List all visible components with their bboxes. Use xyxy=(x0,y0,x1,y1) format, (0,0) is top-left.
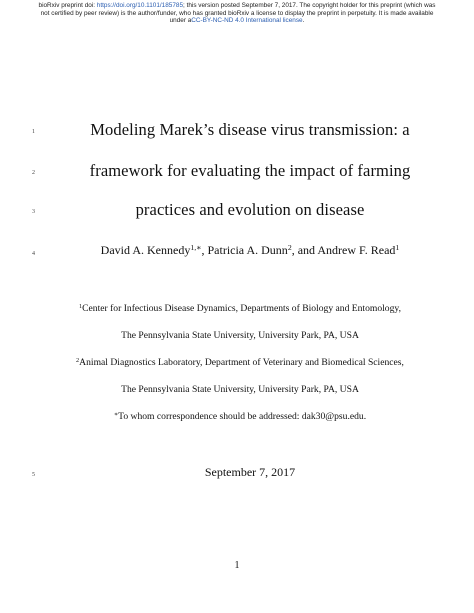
header-text: bioRxiv preprint doi: xyxy=(38,2,97,9)
affiliation-text: Animal Diagnostics Laboratory, Department of Veterinary and Biomedical Sciences, xyxy=(79,357,404,368)
line-number: 3 xyxy=(32,209,35,215)
affiliation-1-cont: The Pennsylvania State University, University Park, PA, USA xyxy=(121,330,359,341)
correspondence-text: To whom correspondence should be addressed: dak30@psu.edu. xyxy=(118,411,367,422)
affiliation-1 xyxy=(40,303,440,315)
affiliation-mark: 1 xyxy=(79,302,83,310)
line-number: 1 xyxy=(32,129,35,135)
page-number: 1 xyxy=(234,560,240,571)
author-affiliation-mark: 2 xyxy=(287,243,292,253)
affiliation-2 xyxy=(40,357,440,369)
header-line-2: not certified by peer review) is the author/funder, who has granted bioRxiv a license to display the preprint in perpetuity. It is made available xyxy=(40,9,434,17)
author-name: , Patricia A. Dunn xyxy=(201,243,288,257)
line-number: 5 xyxy=(32,472,35,478)
affiliation-text: Center for Infectious Disease Dynamics, Departments of Biology and Entomology, xyxy=(82,303,401,314)
author-name: David A. Kennedy xyxy=(100,243,191,257)
author-affiliation-mark: 1,∗ xyxy=(190,243,202,253)
title-line: practices and evolution on disease xyxy=(135,200,365,219)
preprint-header xyxy=(10,2,464,25)
author-list xyxy=(60,243,440,258)
correspondence-note xyxy=(40,411,440,423)
title-line: Modeling Marek’s disease virus transmission: a xyxy=(90,120,410,139)
license-link[interactable]: CC-BY-NC-ND 4.0 International license xyxy=(191,17,303,25)
affiliation-mark: 2 xyxy=(76,356,80,364)
affiliation-2-cont: The Pennsylvania State University, University Park, PA, USA xyxy=(121,384,359,395)
header-line-1 xyxy=(10,2,464,10)
header-text: . xyxy=(302,17,305,25)
correspondence-mark: ∗ xyxy=(113,410,119,418)
publication-date: September 7, 2017 xyxy=(204,465,296,479)
author-name: , and Andrew F. Read xyxy=(291,243,396,257)
line-number: 2 xyxy=(32,170,35,176)
header-text: ; this version posted September 7, 2017. The copyright holder for this preprint (which was xyxy=(183,2,436,9)
doi-link[interactable]: https://doi.org/10.1101/185785 xyxy=(96,2,184,9)
title-line: framework for evaluating the impact of farming xyxy=(89,161,411,180)
header-line-3 xyxy=(10,17,464,25)
author-affiliation-mark: 1 xyxy=(395,243,400,253)
line-number: 4 xyxy=(32,251,35,257)
header-text: under a xyxy=(169,17,192,25)
